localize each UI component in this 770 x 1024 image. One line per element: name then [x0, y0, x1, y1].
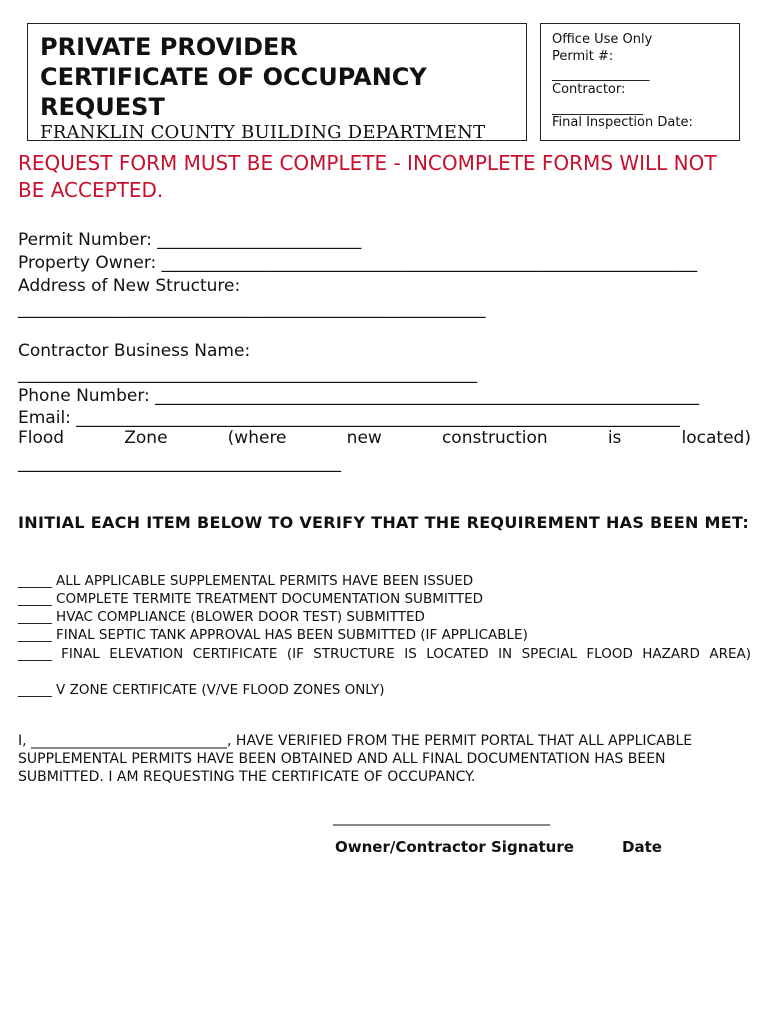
requirement-item[interactable]: _____ COMPLETE TERMITE TREATMENT DOCUMENTATION SUBMITTED [18, 591, 484, 607]
office-permit-field[interactable]: _______________ [552, 67, 650, 82]
flood-word: construction [441, 428, 548, 448]
flood-word: (where [227, 428, 287, 448]
requirement-item[interactable]: _____ FINAL ELEVATION CERTIFICATE (IF STRUCTURE IS LOCATED IN SPECIAL FLOOD HAZARD AREA) [18, 646, 751, 662]
flood-word: Flood [18, 428, 65, 448]
office-use-heading: Office Use Only [552, 32, 653, 47]
office-permit-label: Permit #: [552, 49, 614, 64]
date-label: Date [622, 838, 662, 856]
requirement-item[interactable]: _____ ALL APPLICABLE SUPPLEMENTAL PERMITS HAVE BEEN ISSUED [18, 573, 474, 589]
flood-word: located) [681, 428, 751, 448]
email-field[interactable]: Email: _______________________________________________________________________ [18, 408, 680, 428]
office-use-box [540, 23, 740, 141]
requirements-heading: INITIAL EACH ITEM BELOW TO VERIFY THAT THE REQUIREMENT HAS BEEN MET: [18, 513, 750, 532]
requirement-item[interactable]: _____ V ZONE CERTIFICATE (V/VE FLOOD ZONES ONLY) [18, 682, 385, 698]
department-name: FRANKLIN COUNTY BUILDING DEPARTMENT [40, 122, 486, 141]
form-title-line-1: PRIVATE PROVIDER [40, 33, 298, 61]
form-title-box [27, 23, 527, 141]
flood-word: Zone [124, 428, 168, 448]
phone-number-field[interactable]: Phone Number: ________________________________________________________________ [18, 386, 700, 406]
contractor-name-label: Contractor Business Name: [18, 341, 251, 361]
property-owner-field[interactable]: Property Owner: _______________________________________________________________ [18, 253, 698, 273]
address-field[interactable]: _______________________________________________________ [18, 299, 486, 319]
declaration-text: I, ____________________________, HAVE VERIFIED FROM THE PERMIT PORTAL THAT ALL APPLICABLE SUPPLEMENTAL PERMITS HAVE BEEN OBTAINED AND ALL FINAL DOCUMENTATION HAS BEEN SUBMITTED. I AM REQUESTING THE CERTIFICATE OF OCCUPANCY. [18, 733, 693, 785]
form-title-line-2: CERTIFICATE OF OCCUPANCY [40, 63, 427, 91]
flood-word: new [346, 428, 382, 448]
flood-zone-label [18, 427, 751, 449]
permit-number-field[interactable]: Permit Number: ________________________ [18, 230, 362, 250]
contractor-name-field[interactable]: ______________________________________________________ [18, 364, 477, 384]
office-final-inspection-label: Final Inspection Date: [552, 115, 693, 130]
form-title-line-3: REQUEST [40, 93, 165, 121]
flood-zone-field[interactable]: ______________________________________ [18, 453, 341, 473]
office-contractor-field[interactable]: ______________ [552, 101, 643, 116]
signature-line[interactable]: _______________________________ [333, 810, 550, 826]
incomplete-form-warning: REQUEST FORM MUST BE COMPLETE - INCOMPLETE FORMS WILL NOT BE ACCEPTED. [18, 151, 717, 202]
requirement-item[interactable]: _____ HVAC COMPLIANCE (BLOWER DOOR TEST) SUBMITTED [18, 609, 425, 625]
office-contractor-label: Contractor: [552, 82, 626, 97]
flood-word: is [607, 428, 622, 448]
signature-label: Owner/Contractor Signature [335, 838, 574, 856]
address-label: Address of New Structure: [18, 276, 241, 296]
requirement-item[interactable]: _____ FINAL SEPTIC TANK APPROVAL HAS BEEN SUBMITTED (IF APPLICABLE) [18, 627, 528, 643]
